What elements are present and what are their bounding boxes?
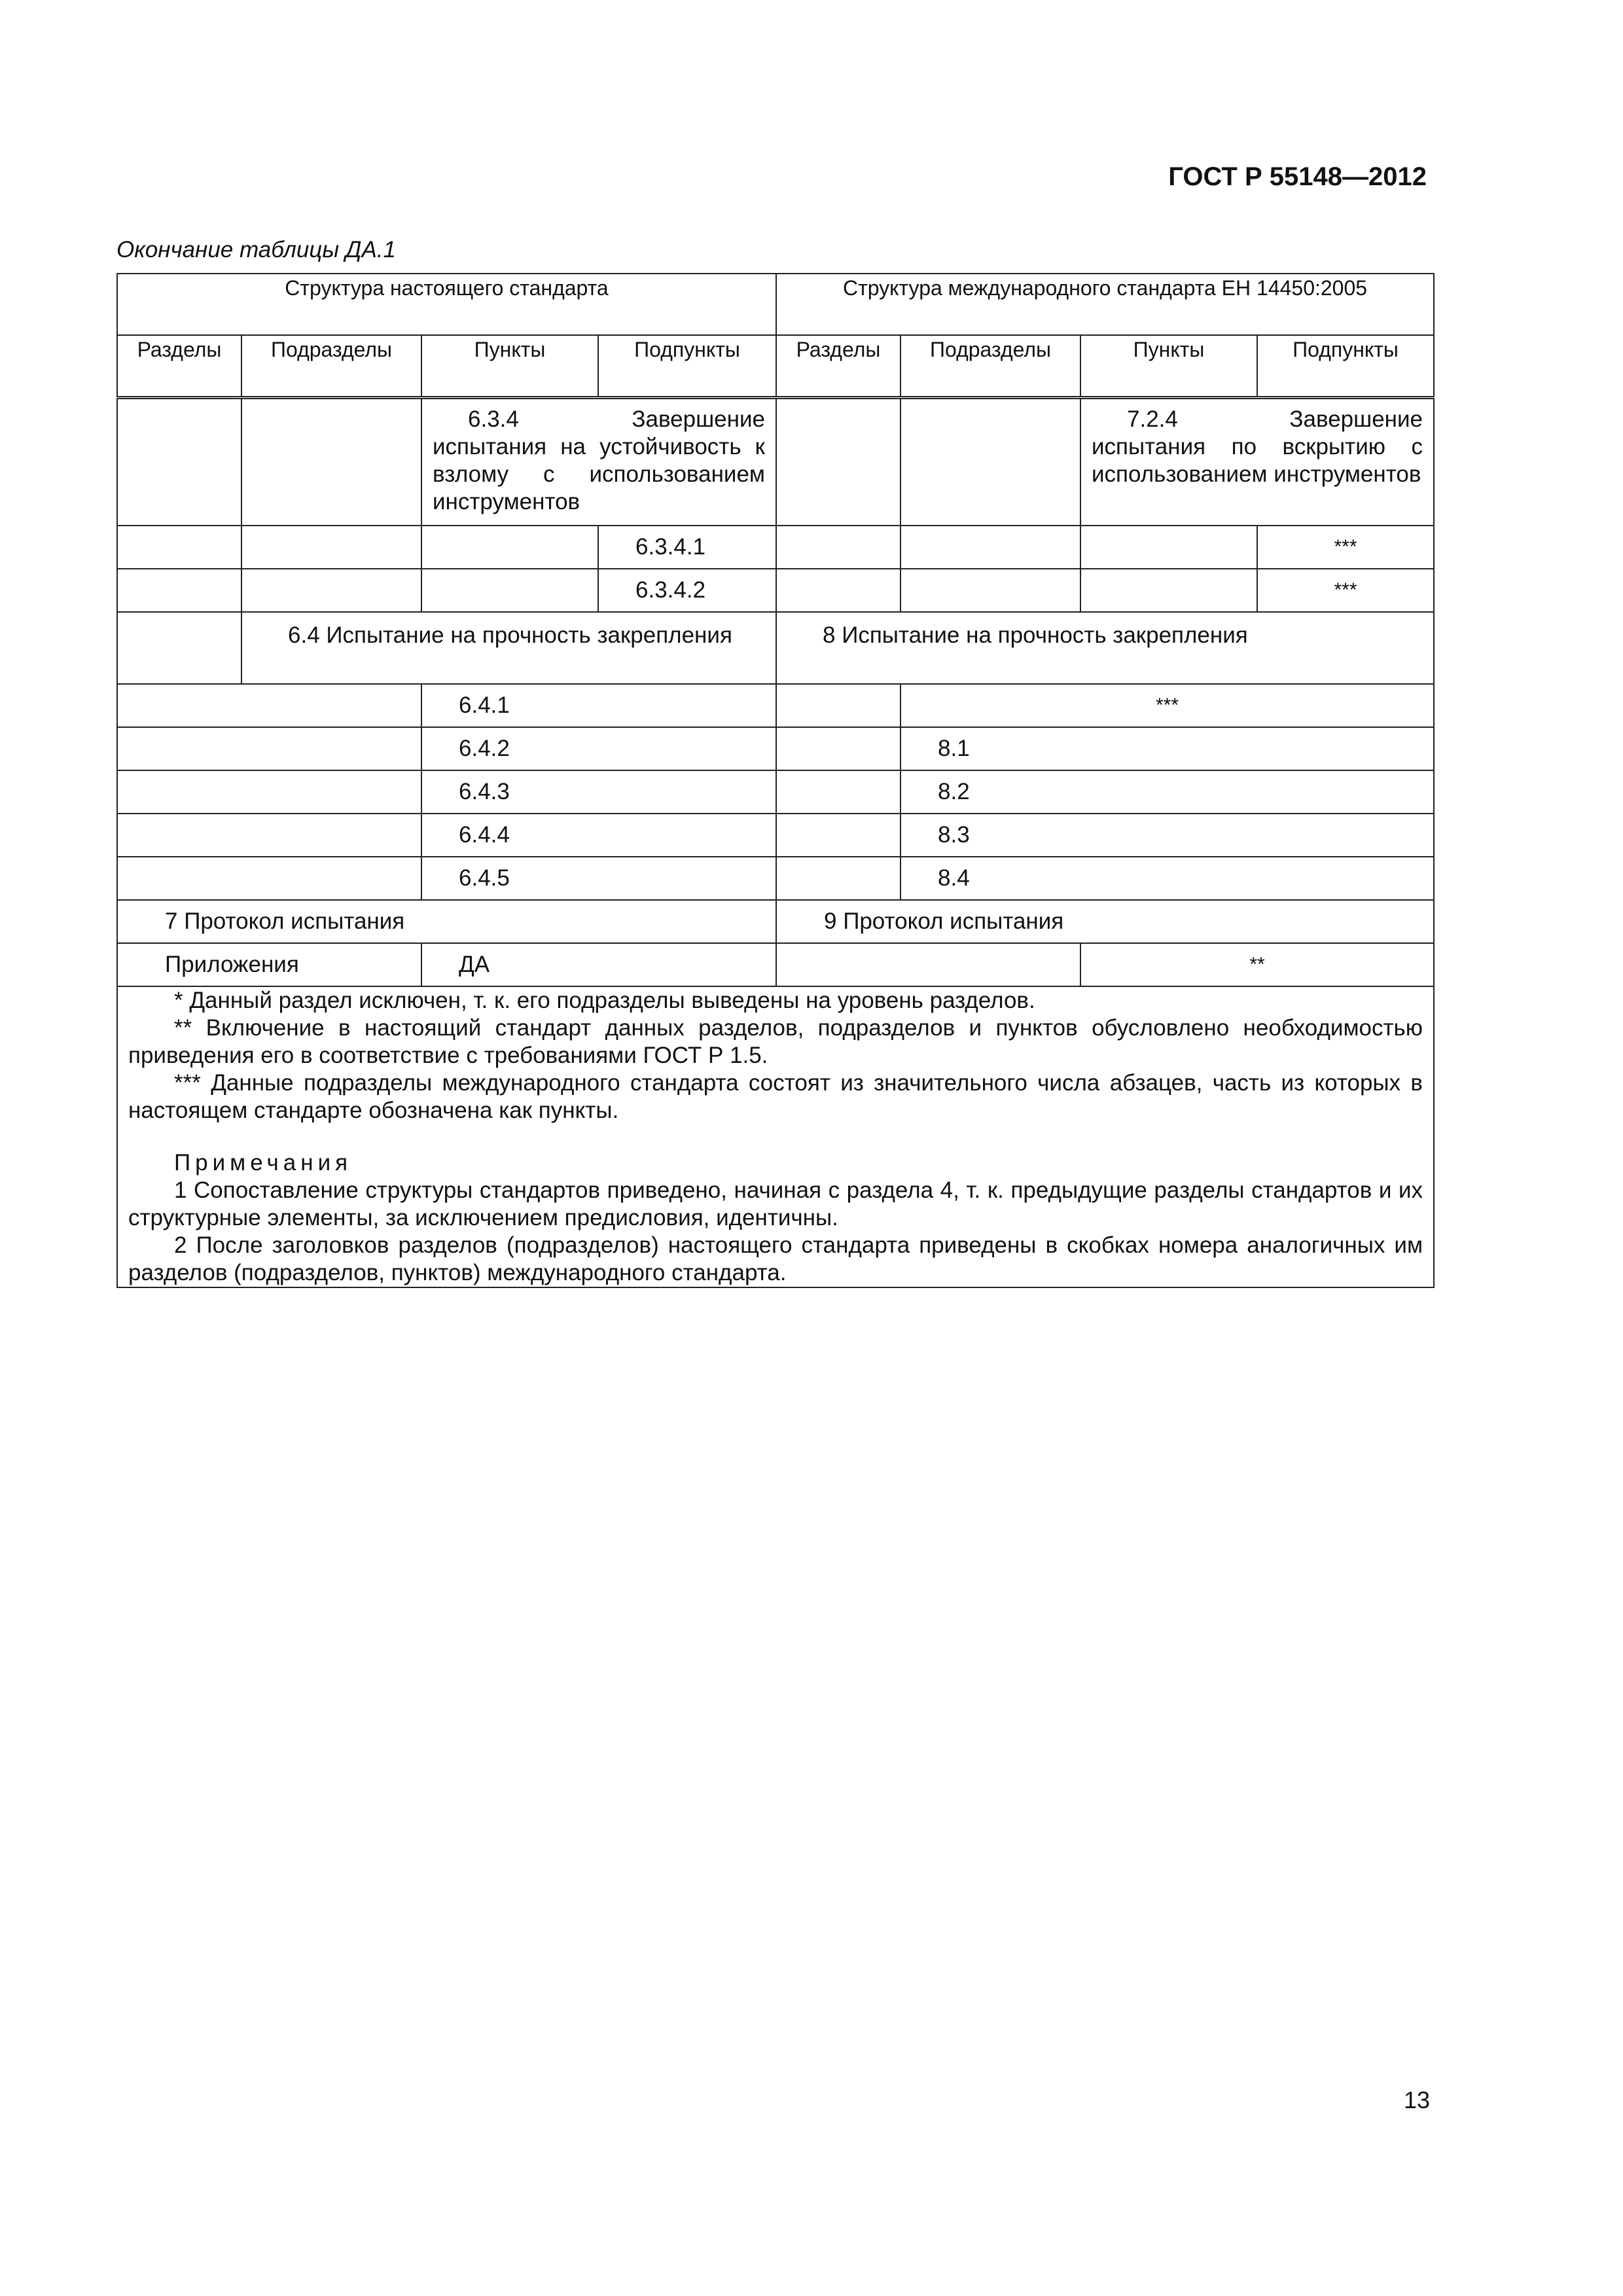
table-row xyxy=(117,612,1434,684)
note: 1 Сопоставление структуры стандартов приведено, начиная с раздела 4, т. к. предыдущие разделы стандартов и их структурные элементы, за исключением предисловия, идентичны. xyxy=(128,1177,1423,1230)
table-row xyxy=(117,727,1434,770)
table-row xyxy=(117,900,1434,943)
table-row xyxy=(117,684,1434,727)
cell-text: 6.4.5 xyxy=(421,857,776,900)
column-header-row xyxy=(117,335,1434,398)
table-row xyxy=(117,526,1434,569)
cell-text: 9 Протокол испытания xyxy=(776,900,1434,943)
cell-text xyxy=(1080,398,1434,526)
cell-text: 8 Испытание на прочность закрепления xyxy=(776,612,1434,684)
cell-text: 7 Протокол испытания xyxy=(117,900,776,943)
cell-text: 7.2.4 Завершение испытания по вскрытию с использованием инструментов xyxy=(1092,406,1423,487)
table-row xyxy=(117,857,1434,900)
cell-text: 6.3.4.2 xyxy=(598,569,776,612)
group-header-row xyxy=(117,274,1434,335)
footnote: ** Включение в настоящий стандарт данных разделов, подразделов и пунктов обусловлено необходимостью приведения его в соответствие с требованиями ГОСТ Р 1.5. xyxy=(128,1014,1423,1068)
document-code: ГОСТ Р 55148—2012 xyxy=(1168,162,1427,191)
group-header-this: Структура настоящего стандарта xyxy=(117,274,776,335)
notes-row xyxy=(117,986,1434,1287)
table-row xyxy=(117,814,1434,857)
notes-title: Примечания xyxy=(174,1149,353,1175)
table-row xyxy=(117,569,1434,612)
cell-text: *** xyxy=(901,684,1434,727)
cell-text: *** xyxy=(1257,569,1434,612)
comparison-table xyxy=(116,273,1435,1288)
col-header: Разделы xyxy=(776,335,901,398)
page-number: 13 xyxy=(1404,2087,1431,2113)
cell-text: 6.4.1 xyxy=(421,684,776,727)
cell-text: 6.3.4 Завершение испытания на устойчивость к взлому с использованием инструментов xyxy=(433,406,765,514)
col-header: Подразделы xyxy=(901,335,1080,398)
cell-text: 6.3.4.1 xyxy=(598,526,776,569)
footnote: * Данный раздел исключен, т. к. его подразделы выведены на уровень разделов. xyxy=(174,987,1035,1013)
cell-text: Приложения xyxy=(117,943,421,986)
col-header: Подпункты xyxy=(598,335,776,398)
cell-text: 8.2 xyxy=(901,770,1434,814)
cell-text xyxy=(421,398,776,526)
cell-text: ** xyxy=(1080,943,1434,986)
cell-text: 8.1 xyxy=(901,727,1434,770)
cell-text: *** xyxy=(1257,526,1434,569)
table-row xyxy=(117,770,1434,814)
group-header-intl: Структура международного стандарта ЕН 14450:2005 xyxy=(776,274,1434,335)
col-header: Пункты xyxy=(1080,335,1257,398)
cell-text: 6.4.4 xyxy=(421,814,776,857)
notes-cell xyxy=(117,986,1434,1287)
col-header: Подпункты xyxy=(1257,335,1434,398)
col-header: Пункты xyxy=(421,335,598,398)
table-row xyxy=(117,398,1434,526)
cell-text: ДА xyxy=(421,943,776,986)
cell-text: 8.4 xyxy=(901,857,1434,900)
cell-text: 8.3 xyxy=(901,814,1434,857)
cell-text: 6.4.2 xyxy=(421,727,776,770)
table-caption: Окончание таблицы ДА.1 xyxy=(116,237,396,262)
footnote: *** Данные подразделы международного стандарта состоят из значительного числа абзацев, часть из которых в настоящем стандарте обозначена как пункты. xyxy=(128,1069,1423,1123)
cell-text: 6.4.3 xyxy=(421,770,776,814)
col-header: Подразделы xyxy=(241,335,421,398)
table-row xyxy=(117,943,1434,986)
col-header: Разделы xyxy=(117,335,241,398)
cell-text xyxy=(241,612,776,684)
cell-text: 6.4 Испытание на прочность закрепления xyxy=(288,622,732,648)
note: 2 После заголовков разделов (подразделов) настоящего стандарта приведены в скобках номера аналогичных им разделов (подразделов, пунктов) международного стандарта. xyxy=(128,1232,1423,1285)
